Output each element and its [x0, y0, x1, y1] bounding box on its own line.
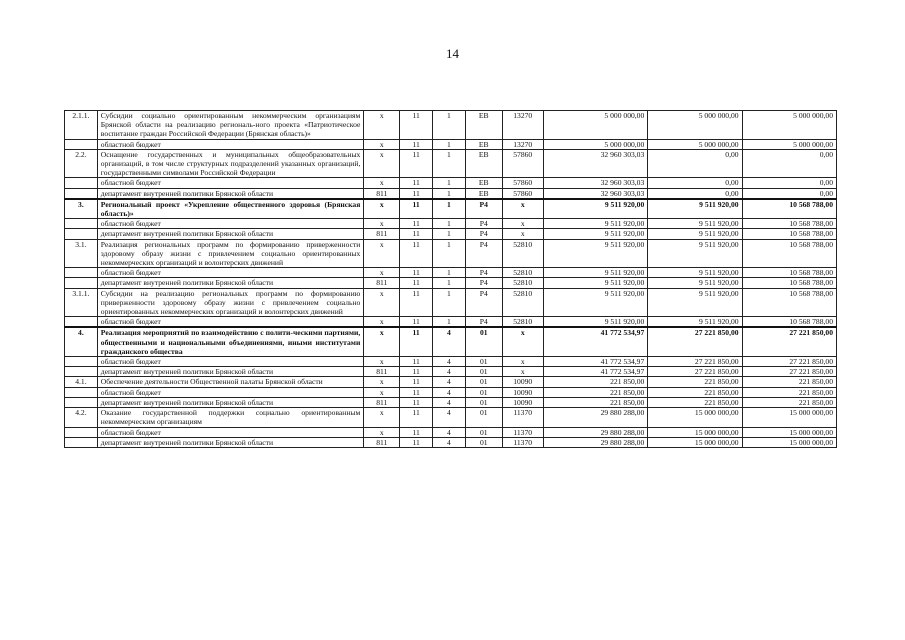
- cell-sum-year-2: 15 000 000,00: [648, 408, 742, 427]
- cell-item-number: [65, 397, 98, 407]
- cell-code-project: 01: [465, 437, 502, 447]
- cell-item-name: департамент внутренней политики Брянской области: [97, 397, 364, 407]
- cell-code-admin: х: [364, 387, 400, 397]
- cell-item-name: областной бюджет: [97, 387, 364, 397]
- cell-code-admin: 811: [364, 188, 400, 199]
- cell-item-number: 3.1.1.: [65, 288, 98, 317]
- cell-sum-year-3: 10 568 788,00: [742, 239, 836, 268]
- cell-sum-year-2: 9 511 920,00: [648, 268, 742, 278]
- cell-sum-year-3: 10 568 788,00: [742, 229, 836, 239]
- table-row: [65, 268, 837, 278]
- cell-item-number: [65, 139, 98, 149]
- cell-item-number: [65, 268, 98, 278]
- table-row: [65, 357, 837, 367]
- cell-code-admin: х: [364, 149, 400, 178]
- cell-item-number: 4.2.: [65, 408, 98, 427]
- cell-sum-year-3: 10 568 788,00: [742, 288, 836, 317]
- cell-code-program: 11: [400, 387, 433, 397]
- cell-code-project: 01: [465, 387, 502, 397]
- table-row: [65, 397, 837, 407]
- cell-sum-year-2: 27 221 850,00: [648, 367, 742, 377]
- cell-sum-year-1: 221 850,00: [543, 377, 648, 387]
- cell-code-project: P4: [465, 239, 502, 268]
- cell-sum-year-2: 27 221 850,00: [648, 327, 742, 356]
- cell-code-admin: х: [364, 327, 400, 356]
- cell-sum-year-2: 5 000 000,00: [648, 139, 742, 149]
- table-row: [65, 149, 837, 178]
- cell-code-project: EB: [465, 139, 502, 149]
- cell-code-subprogram: 4: [433, 387, 466, 397]
- cell-item-number: 3.1.: [65, 239, 98, 268]
- cell-sum-year-2: 15 000 000,00: [648, 427, 742, 437]
- cell-code-direction: х: [502, 199, 543, 219]
- cell-item-number: [65, 367, 98, 377]
- cell-code-project: 01: [465, 397, 502, 407]
- cell-code-subprogram: 1: [433, 139, 466, 149]
- cell-sum-year-1: 9 511 920,00: [543, 288, 648, 317]
- cell-code-subprogram: 4: [433, 427, 466, 437]
- cell-sum-year-1: 5 000 000,00: [543, 111, 648, 140]
- cell-item-name: департамент внутренней политики Брянской области: [97, 229, 364, 239]
- cell-sum-year-3: 10 568 788,00: [742, 219, 836, 229]
- cell-item-number: [65, 317, 98, 328]
- cell-item-name: Региональный проект «Укрепление общественного здоровья (Брянская область)»: [97, 199, 364, 219]
- cell-sum-year-1: 41 772 534,97: [543, 357, 648, 367]
- table-row: [65, 367, 837, 377]
- cell-code-project: 01: [465, 408, 502, 427]
- cell-code-project: 01: [465, 427, 502, 437]
- cell-code-subprogram: 4: [433, 397, 466, 407]
- cell-code-admin: х: [364, 239, 400, 268]
- cell-code-direction: 10090: [502, 397, 543, 407]
- table-row: [65, 327, 837, 356]
- cell-sum-year-1: 9 511 920,00: [543, 239, 648, 268]
- cell-code-direction: х: [502, 219, 543, 229]
- cell-sum-year-1: 9 511 920,00: [543, 278, 648, 288]
- budget-table: [64, 110, 837, 448]
- cell-code-direction: 11370: [502, 408, 543, 427]
- cell-sum-year-2: 9 511 920,00: [648, 219, 742, 229]
- cell-sum-year-3: 27 221 850,00: [742, 357, 836, 367]
- page-number: 14: [446, 46, 459, 61]
- cell-code-admin: 811: [364, 397, 400, 407]
- cell-item-number: [65, 357, 98, 367]
- cell-code-admin: х: [364, 139, 400, 149]
- cell-code-program: 11: [400, 397, 433, 407]
- cell-sum-year-3: 0,00: [742, 178, 836, 188]
- cell-item-number: [65, 188, 98, 199]
- cell-sum-year-3: 0,00: [742, 149, 836, 178]
- cell-sum-year-1: 9 511 920,00: [543, 229, 648, 239]
- cell-item-number: [65, 387, 98, 397]
- cell-sum-year-1: 29 880 288,00: [543, 408, 648, 427]
- cell-sum-year-3: 221 850,00: [742, 397, 836, 407]
- cell-sum-year-2: 9 511 920,00: [648, 199, 742, 219]
- cell-code-project: P4: [465, 219, 502, 229]
- cell-sum-year-3: 10 568 788,00: [742, 278, 836, 288]
- cell-code-direction: 10090: [502, 387, 543, 397]
- cell-code-subprogram: 1: [433, 317, 466, 328]
- table-row: [65, 111, 837, 140]
- cell-code-project: EB: [465, 149, 502, 178]
- cell-sum-year-2: 9 511 920,00: [648, 288, 742, 317]
- cell-item-name: Реализация мероприятий по взаимодействию с полити-ческими партиями, общественными и национальными объединениями, иными институтами гражданского общества: [97, 327, 364, 356]
- cell-code-program: 11: [400, 437, 433, 447]
- cell-code-admin: х: [364, 288, 400, 317]
- cell-code-program: 11: [400, 178, 433, 188]
- cell-code-program: 11: [400, 188, 433, 199]
- table-row: [65, 377, 837, 387]
- cell-code-direction: 52810: [502, 317, 543, 328]
- cell-sum-year-1: 9 511 920,00: [543, 268, 648, 278]
- cell-code-admin: х: [364, 111, 400, 140]
- cell-sum-year-3: 27 221 850,00: [742, 367, 836, 377]
- cell-code-direction: 52810: [502, 278, 543, 288]
- cell-code-subprogram: 4: [433, 367, 466, 377]
- cell-code-admin: х: [364, 427, 400, 437]
- cell-code-direction: 52810: [502, 288, 543, 317]
- cell-code-admin: 811: [364, 229, 400, 239]
- cell-item-name: областной бюджет: [97, 317, 364, 328]
- cell-code-direction: х: [502, 367, 543, 377]
- cell-code-program: 11: [400, 239, 433, 268]
- cell-sum-year-2: 0,00: [648, 149, 742, 178]
- cell-sum-year-1: 32 960 303,03: [543, 178, 648, 188]
- cell-sum-year-1: 29 880 288,00: [543, 437, 648, 447]
- cell-sum-year-2: 15 000 000,00: [648, 437, 742, 447]
- cell-code-project: P4: [465, 317, 502, 328]
- table-row: [65, 437, 837, 447]
- cell-code-project: 01: [465, 327, 502, 356]
- cell-code-subprogram: 4: [433, 377, 466, 387]
- cell-code-project: 01: [465, 377, 502, 387]
- table-row: [65, 278, 837, 288]
- cell-code-direction: 11370: [502, 427, 543, 437]
- cell-sum-year-2: 221 850,00: [648, 377, 742, 387]
- cell-code-program: 11: [400, 139, 433, 149]
- cell-code-subprogram: 1: [433, 188, 466, 199]
- cell-code-direction: 13270: [502, 111, 543, 140]
- cell-code-direction: х: [502, 327, 543, 356]
- cell-sum-year-1: 32 960 303,03: [543, 188, 648, 199]
- cell-sum-year-1: 41 772 534,97: [543, 327, 648, 356]
- cell-sum-year-3: 5 000 000,00: [742, 111, 836, 140]
- table-row: [65, 139, 837, 149]
- cell-sum-year-2: 221 850,00: [648, 397, 742, 407]
- cell-item-name: Субсидии социально ориентированным некоммерческим организациям Брянской области на реализацию региональ-ного проекта «Патриотическое воспитание граждан Российской Федерации (Брянская область)»: [97, 111, 364, 140]
- cell-sum-year-2: 5 000 000,00: [648, 111, 742, 140]
- cell-code-program: 11: [400, 357, 433, 367]
- cell-code-subprogram: 1: [433, 229, 466, 239]
- cell-code-program: 11: [400, 427, 433, 437]
- cell-code-subprogram: 1: [433, 219, 466, 229]
- cell-code-subprogram: 4: [433, 327, 466, 356]
- cell-code-direction: 10090: [502, 377, 543, 387]
- cell-sum-year-1: 41 772 534,97: [543, 367, 648, 377]
- cell-item-name: департамент внутренней политики Брянской области: [97, 278, 364, 288]
- cell-code-admin: х: [364, 178, 400, 188]
- cell-sum-year-3: 27 221 850,00: [742, 327, 836, 356]
- cell-item-name: областной бюджет: [97, 268, 364, 278]
- cell-item-name: областной бюджет: [97, 178, 364, 188]
- cell-code-admin: х: [364, 377, 400, 387]
- cell-code-subprogram: 1: [433, 288, 466, 317]
- cell-sum-year-3: 15 000 000,00: [742, 437, 836, 447]
- cell-code-admin: х: [364, 199, 400, 219]
- cell-code-admin: 811: [364, 278, 400, 288]
- cell-sum-year-2: 0,00: [648, 178, 742, 188]
- cell-sum-year-3: 5 000 000,00: [742, 139, 836, 149]
- cell-code-direction: 11370: [502, 437, 543, 447]
- cell-sum-year-3: 10 568 788,00: [742, 317, 836, 328]
- cell-sum-year-1: 32 960 303,03: [543, 149, 648, 178]
- cell-code-program: 11: [400, 229, 433, 239]
- cell-code-project: P4: [465, 288, 502, 317]
- cell-code-direction: 13270: [502, 139, 543, 149]
- cell-code-admin: х: [364, 268, 400, 278]
- cell-sum-year-2: 0,00: [648, 188, 742, 199]
- cell-code-direction: 52810: [502, 268, 543, 278]
- cell-code-subprogram: 1: [433, 149, 466, 178]
- cell-sum-year-2: 9 511 920,00: [648, 239, 742, 268]
- cell-code-direction: х: [502, 229, 543, 239]
- cell-code-direction: 57860: [502, 149, 543, 178]
- cell-code-subprogram: 1: [433, 199, 466, 219]
- cell-code-program: 11: [400, 377, 433, 387]
- cell-code-admin: х: [364, 219, 400, 229]
- table-row: [65, 408, 837, 427]
- cell-code-admin: х: [364, 317, 400, 328]
- cell-code-subprogram: 1: [433, 111, 466, 140]
- cell-item-name: департамент внутренней политики Брянской области: [97, 367, 364, 377]
- cell-code-program: 11: [400, 199, 433, 219]
- cell-sum-year-3: 15 000 000,00: [742, 408, 836, 427]
- cell-item-number: 4.: [65, 327, 98, 356]
- cell-sum-year-1: 9 511 920,00: [543, 219, 648, 229]
- cell-item-number: [65, 219, 98, 229]
- cell-code-direction: 57860: [502, 188, 543, 199]
- cell-code-project: EB: [465, 188, 502, 199]
- cell-code-project: EB: [465, 178, 502, 188]
- cell-code-program: 11: [400, 317, 433, 328]
- cell-item-number: 2.2.: [65, 149, 98, 178]
- cell-item-name: департамент внутренней политики Брянской области: [97, 437, 364, 447]
- cell-sum-year-1: 221 850,00: [543, 387, 648, 397]
- table-row: [65, 199, 837, 219]
- cell-code-admin: 811: [364, 437, 400, 447]
- table-row: [65, 178, 837, 188]
- cell-item-number: 3.: [65, 199, 98, 219]
- cell-code-subprogram: 4: [433, 408, 466, 427]
- cell-sum-year-3: 10 568 788,00: [742, 199, 836, 219]
- cell-item-name: областной бюджет: [97, 357, 364, 367]
- cell-code-direction: 57860: [502, 178, 543, 188]
- cell-item-number: [65, 437, 98, 447]
- cell-code-program: 11: [400, 408, 433, 427]
- cell-sum-year-3: 221 850,00: [742, 377, 836, 387]
- cell-sum-year-1: 9 511 920,00: [543, 317, 648, 328]
- cell-item-name: областной бюджет: [97, 427, 364, 437]
- cell-item-name: Оказание государственной поддержки социально ориентированным некоммерческим организациям: [97, 408, 364, 427]
- cell-item-number: [65, 178, 98, 188]
- cell-code-subprogram: 1: [433, 239, 466, 268]
- table-row: [65, 188, 837, 199]
- cell-sum-year-2: 9 511 920,00: [648, 278, 742, 288]
- cell-code-subprogram: 1: [433, 278, 466, 288]
- table-row: [65, 387, 837, 397]
- cell-code-program: 11: [400, 327, 433, 356]
- cell-sum-year-2: 9 511 920,00: [648, 229, 742, 239]
- cell-sum-year-3: 10 568 788,00: [742, 268, 836, 278]
- cell-code-program: 11: [400, 111, 433, 140]
- cell-code-subprogram: 1: [433, 268, 466, 278]
- cell-sum-year-1: 29 880 288,00: [543, 427, 648, 437]
- cell-item-number: [65, 427, 98, 437]
- cell-item-name: областной бюджет: [97, 219, 364, 229]
- table-row: [65, 229, 837, 239]
- cell-item-name: Субсидии на реализацию региональных программ по формированию приверженности здоровому образу жизни с привлечением социально ориентированных некоммерческих организаций и волонтерских движений: [97, 288, 364, 317]
- table-row: [65, 317, 837, 328]
- cell-sum-year-2: 9 511 920,00: [648, 317, 742, 328]
- cell-code-subprogram: 1: [433, 178, 466, 188]
- cell-item-number: 2.1.1.: [65, 111, 98, 140]
- cell-sum-year-3: 15 000 000,00: [742, 427, 836, 437]
- cell-item-name: Реализация региональных программ по формированию приверженности здоровому образу жизни с привлечением социально ориентированных некоммерческих организаций и волонтерских движений: [97, 239, 364, 268]
- cell-code-admin: х: [364, 408, 400, 427]
- table-row: [65, 427, 837, 437]
- table-row: [65, 239, 837, 268]
- cell-code-subprogram: 4: [433, 357, 466, 367]
- cell-code-program: 11: [400, 268, 433, 278]
- cell-item-number: 4.1.: [65, 377, 98, 387]
- cell-code-direction: х: [502, 357, 543, 367]
- cell-code-project: EB: [465, 111, 502, 140]
- cell-item-number: [65, 229, 98, 239]
- cell-code-admin: 811: [364, 367, 400, 377]
- cell-code-project: P4: [465, 278, 502, 288]
- cell-code-program: 11: [400, 288, 433, 317]
- cell-sum-year-1: 221 850,00: [543, 397, 648, 407]
- cell-item-name: областной бюджет: [97, 139, 364, 149]
- cell-code-project: P4: [465, 229, 502, 239]
- cell-sum-year-1: 5 000 000,00: [543, 139, 648, 149]
- cell-code-project: P4: [465, 268, 502, 278]
- cell-code-subprogram: 4: [433, 437, 466, 447]
- cell-code-admin: х: [364, 357, 400, 367]
- cell-code-project: P4: [465, 199, 502, 219]
- table-row: [65, 288, 837, 317]
- cell-item-name: Оснащение государственных и муниципальных общеобразовательных организаций, в том числе структурных подразделений указанных организаций, государственными символами Российской Федерации: [97, 149, 364, 178]
- cell-sum-year-2: 221 850,00: [648, 387, 742, 397]
- cell-code-program: 11: [400, 219, 433, 229]
- table-row: [65, 219, 837, 229]
- cell-sum-year-2: 27 221 850,00: [648, 357, 742, 367]
- cell-item-number: [65, 278, 98, 288]
- cell-code-project: 01: [465, 367, 502, 377]
- table-body: [65, 111, 837, 448]
- cell-code-program: 11: [400, 149, 433, 178]
- cell-code-program: 11: [400, 278, 433, 288]
- cell-code-program: 11: [400, 367, 433, 377]
- cell-sum-year-3: 0,00: [742, 188, 836, 199]
- cell-sum-year-1: 9 511 920,00: [543, 199, 648, 219]
- cell-item-name: департамент внутренней политики Брянской области: [97, 188, 364, 199]
- cell-code-project: 01: [465, 357, 502, 367]
- cell-sum-year-3: 221 850,00: [742, 387, 836, 397]
- cell-item-name: Обеспечение деятельности Общественной палаты Брянской области: [97, 377, 364, 387]
- cell-code-direction: 52810: [502, 239, 543, 268]
